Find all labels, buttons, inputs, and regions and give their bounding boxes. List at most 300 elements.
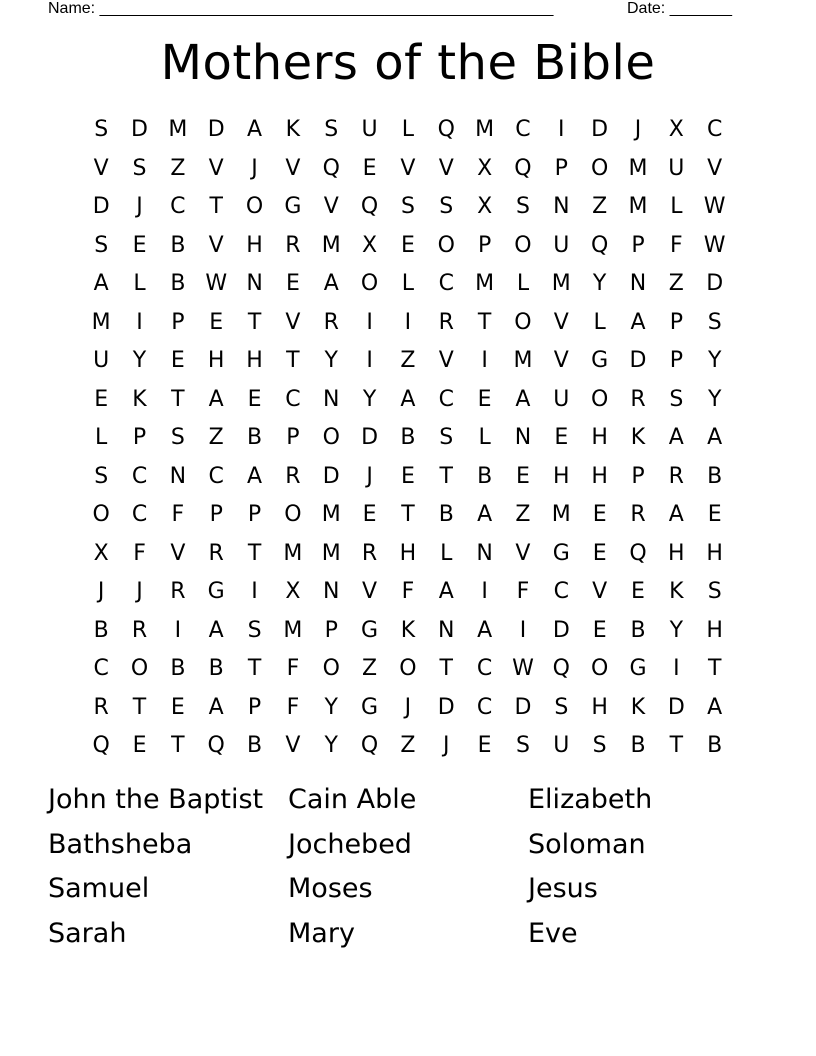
grid-letter: L bbox=[401, 271, 415, 297]
grid-letter: S bbox=[707, 309, 722, 335]
grid-letter: M bbox=[321, 540, 341, 566]
grid-letter: Q bbox=[322, 155, 340, 181]
grid-letter: S bbox=[439, 425, 454, 451]
grid-letter: P bbox=[286, 425, 300, 451]
grid-letter: Z bbox=[400, 348, 416, 374]
grid-letter: P bbox=[247, 502, 262, 528]
grid-letter: E bbox=[362, 502, 377, 528]
grid-letter: S bbox=[94, 463, 109, 489]
grid-letter: I bbox=[481, 348, 488, 374]
grid-letter: X bbox=[668, 117, 684, 143]
grid-letter: I bbox=[673, 656, 680, 682]
grid-letter: K bbox=[669, 579, 684, 605]
grid-letter: A bbox=[208, 694, 224, 720]
grid-row bbox=[82, 535, 734, 574]
word-bank-item: Samuel bbox=[48, 873, 150, 904]
grid-letter: C bbox=[476, 656, 493, 682]
grid-letter: T bbox=[439, 656, 453, 682]
grid-letter: E bbox=[170, 348, 185, 374]
grid-letter: N bbox=[438, 617, 455, 643]
page-title: Mothers of the Bible bbox=[160, 35, 656, 91]
grid-letter: A bbox=[477, 502, 493, 528]
grid-letter: M bbox=[168, 117, 188, 143]
grid-letter: Q bbox=[360, 733, 379, 759]
grid-letter: E bbox=[516, 463, 530, 489]
grid-letter: P bbox=[631, 463, 645, 489]
grid-letter: L bbox=[516, 271, 530, 297]
grid-letter: B bbox=[477, 463, 493, 489]
grid-letter: N bbox=[246, 271, 263, 297]
grid-letter: L bbox=[440, 540, 453, 566]
grid-letter: J bbox=[97, 579, 105, 605]
grid-letter: E bbox=[247, 386, 262, 412]
grid-letter: Y bbox=[132, 348, 147, 374]
grid-letter: A bbox=[208, 386, 224, 412]
grid-letter: V bbox=[592, 579, 608, 605]
grid-letter: Q bbox=[590, 232, 609, 258]
grid-letter: O bbox=[322, 656, 340, 682]
grid-letter: B bbox=[247, 425, 263, 451]
grid-letter: V bbox=[208, 155, 224, 181]
grid-letter: C bbox=[438, 271, 454, 297]
grid-letter: T bbox=[247, 656, 262, 682]
grid-letter: N bbox=[323, 579, 340, 605]
grid-letter: G bbox=[207, 579, 225, 605]
grid-letter: H bbox=[246, 232, 263, 258]
grid-letter: F bbox=[286, 694, 300, 720]
grid-letter: D bbox=[514, 694, 532, 720]
grid-letter: C bbox=[131, 502, 148, 528]
grid-letter: T bbox=[247, 540, 262, 566]
grid-letter: J bbox=[136, 579, 143, 605]
grid-letter: P bbox=[247, 694, 262, 720]
grid-letter: V bbox=[438, 348, 454, 374]
grid-letter: V bbox=[438, 155, 454, 181]
grid-letter: N bbox=[169, 463, 187, 489]
grid-letter: G bbox=[284, 194, 302, 220]
grid-letter: O bbox=[590, 155, 609, 181]
grid-letter: H bbox=[706, 617, 723, 643]
grid-letter: E bbox=[132, 733, 147, 759]
grid-row bbox=[82, 381, 734, 420]
word-bank-item: Eve bbox=[528, 917, 578, 949]
grid-letter: D bbox=[361, 425, 379, 451]
grid-letter: O bbox=[322, 425, 340, 451]
grid-letter: M bbox=[513, 348, 533, 374]
grid-letter: C bbox=[476, 694, 493, 720]
grid-letter: S bbox=[94, 232, 109, 258]
grid-letter: P bbox=[477, 232, 492, 258]
grid-letter: J bbox=[366, 463, 373, 489]
grid-letter: V bbox=[208, 232, 224, 258]
grid-letter: W bbox=[703, 194, 726, 220]
grid-row bbox=[82, 496, 734, 535]
grid-letter: T bbox=[247, 309, 262, 335]
grid-letter: M bbox=[628, 194, 648, 220]
grid-letter: I bbox=[558, 117, 565, 143]
grid-letter: I bbox=[251, 579, 258, 605]
grid-letter: Q bbox=[437, 117, 455, 143]
grid-letter: M bbox=[91, 309, 111, 335]
grid-row bbox=[82, 573, 734, 612]
grid-letter: O bbox=[514, 309, 532, 335]
grid-letter: R bbox=[630, 502, 646, 528]
grid-letter: B bbox=[170, 656, 186, 682]
grid-letter: X bbox=[362, 232, 378, 258]
grid-letter: I bbox=[366, 348, 373, 374]
grid-letter: Q bbox=[92, 733, 110, 759]
grid-letter: E bbox=[285, 271, 300, 297]
grid-letter: C bbox=[208, 463, 224, 489]
grid-letter: Y bbox=[324, 694, 338, 720]
grid-letter: A bbox=[400, 386, 416, 412]
grid-letter: T bbox=[209, 194, 223, 220]
grid-letter: X bbox=[477, 194, 493, 220]
grid-letter: R bbox=[170, 579, 186, 605]
grid-letter: U bbox=[361, 117, 378, 143]
header-fields bbox=[48, 0, 748, 20]
grid-letter: T bbox=[401, 502, 415, 528]
grid-letter: E bbox=[362, 155, 377, 181]
grid-letter: T bbox=[439, 463, 453, 489]
grid-letter: M bbox=[475, 271, 495, 297]
grid-letter: O bbox=[514, 232, 532, 258]
grid-letter: N bbox=[553, 194, 570, 220]
grid-letter: D bbox=[667, 694, 685, 720]
grid-letter: N bbox=[514, 425, 532, 451]
grid-letter: E bbox=[209, 309, 224, 335]
grid-letter: D bbox=[706, 271, 724, 297]
grid-letter: F bbox=[171, 502, 185, 528]
grid-letter: I bbox=[366, 309, 373, 335]
grid-letter: S bbox=[669, 386, 684, 412]
grid-letter: D bbox=[629, 348, 647, 374]
grid-letter: T bbox=[669, 733, 684, 759]
grid-letter: G bbox=[361, 694, 379, 720]
grid-letter: Q bbox=[360, 194, 379, 220]
grid-row bbox=[82, 419, 734, 458]
grid-letter: Q bbox=[514, 155, 532, 181]
grid-letter: M bbox=[321, 232, 341, 258]
grid-letter: A bbox=[668, 502, 684, 528]
grid-letter: B bbox=[208, 656, 224, 682]
grid-letter: P bbox=[324, 617, 338, 643]
grid-letter: G bbox=[552, 540, 570, 566]
grid-letter: F bbox=[286, 656, 300, 682]
grid-letter: C bbox=[515, 117, 531, 143]
grid-letter: S bbox=[515, 733, 530, 759]
grid-letter: K bbox=[630, 425, 646, 451]
grid-letter: L bbox=[593, 309, 606, 335]
grid-letter: M bbox=[475, 117, 495, 143]
grid-letter: V bbox=[93, 155, 109, 181]
grid-row bbox=[82, 727, 734, 766]
grid-letter: H bbox=[668, 540, 685, 566]
grid-letter: D bbox=[207, 117, 225, 143]
grid-letter: J bbox=[136, 194, 143, 220]
grid-letter: Y bbox=[324, 348, 338, 374]
grid-letter: H bbox=[207, 348, 225, 374]
word-bank-item: John the Baptist bbox=[48, 784, 264, 815]
grid-letter: E bbox=[592, 540, 607, 566]
grid-letter: T bbox=[171, 386, 185, 412]
grid-letter: Z bbox=[592, 194, 608, 220]
grid-letter: B bbox=[247, 733, 263, 759]
grid-letter: Y bbox=[669, 617, 684, 643]
grid-letter: D bbox=[591, 117, 609, 143]
grid-row bbox=[82, 227, 734, 266]
grid-letter: H bbox=[553, 463, 570, 489]
grid-letter: S bbox=[170, 425, 185, 451]
word-bank-item: Elizabeth bbox=[528, 784, 653, 815]
grid-row bbox=[82, 689, 734, 728]
grid-letter: N bbox=[476, 540, 493, 566]
grid-letter: B bbox=[438, 502, 454, 528]
grid-letter: A bbox=[668, 425, 684, 451]
grid-letter: O bbox=[437, 232, 455, 258]
grid-letter: V bbox=[553, 309, 569, 335]
grid-letter: E bbox=[592, 502, 607, 528]
grid-letter: V bbox=[515, 540, 531, 566]
grid-letter: E bbox=[707, 502, 722, 528]
grid-letter: J bbox=[634, 117, 642, 143]
grid-letter: K bbox=[400, 617, 416, 643]
grid-letter: J bbox=[443, 733, 450, 759]
grid-letter: M bbox=[628, 155, 648, 181]
grid-letter: A bbox=[515, 386, 531, 412]
grid-letter: U bbox=[553, 232, 570, 258]
grid-letter: R bbox=[131, 617, 148, 643]
grid-letter: V bbox=[170, 540, 186, 566]
grid-letter: B bbox=[93, 617, 109, 643]
grid-letter: S bbox=[132, 155, 147, 181]
word-bank-item: Bathsheba bbox=[48, 828, 193, 860]
grid-letter: E bbox=[400, 463, 415, 489]
grid-letter: Z bbox=[400, 733, 416, 759]
grid-letter: Y bbox=[707, 386, 722, 412]
grid-letter: P bbox=[554, 155, 568, 181]
grid-letter: Y bbox=[707, 348, 722, 374]
grid-letter: S bbox=[592, 733, 607, 759]
grid-letter: K bbox=[132, 386, 147, 412]
grid-letter: A bbox=[93, 271, 109, 297]
grid-letter: I bbox=[519, 617, 527, 643]
grid-row bbox=[82, 650, 734, 689]
word-search-grid bbox=[82, 111, 734, 766]
grid-letter: V bbox=[323, 194, 339, 220]
grid-letter: R bbox=[438, 309, 454, 335]
grid-letter: H bbox=[706, 540, 723, 566]
grid-letter: B bbox=[170, 232, 186, 258]
grid-letter: O bbox=[284, 502, 302, 528]
word-bank-item: Cain Able bbox=[288, 784, 417, 815]
grid-letter: A bbox=[707, 694, 723, 720]
grid-letter: R bbox=[323, 309, 339, 335]
grid-letter: A bbox=[323, 271, 339, 297]
grid-letter: I bbox=[136, 309, 143, 335]
grid-letter: B bbox=[170, 271, 186, 297]
grid-letter: R bbox=[93, 694, 109, 720]
grid-letter: A bbox=[247, 117, 263, 143]
grid-letter: H bbox=[591, 694, 608, 720]
grid-letter: L bbox=[133, 271, 146, 297]
grid-letter: I bbox=[404, 309, 412, 335]
grid-letter: D bbox=[437, 694, 455, 720]
grid-letter: R bbox=[285, 232, 301, 258]
grid-letter: Q bbox=[207, 733, 225, 759]
grid-letter: T bbox=[477, 309, 492, 335]
word-bank-item: Jesus bbox=[528, 873, 598, 904]
grid-letter: O bbox=[245, 194, 264, 220]
grid-letter: H bbox=[246, 348, 263, 374]
word-bank-item: Soloman bbox=[528, 828, 646, 860]
grid-letter: O bbox=[360, 271, 379, 297]
grid-letter: D bbox=[322, 463, 340, 489]
grid-letter: B bbox=[707, 733, 723, 759]
grid-letter: Q bbox=[629, 540, 647, 566]
grid-letter: D bbox=[552, 617, 570, 643]
grid-letter: Z bbox=[668, 271, 684, 297]
grid-row bbox=[82, 150, 734, 189]
grid-letter: S bbox=[94, 117, 109, 143]
grid-letter: V bbox=[707, 155, 723, 181]
grid-letter: E bbox=[400, 232, 415, 258]
grid-letter: C bbox=[131, 463, 148, 489]
grid-letter: H bbox=[399, 540, 417, 566]
grid-letter: L bbox=[670, 194, 683, 220]
grid-letter: O bbox=[130, 656, 149, 682]
grid-letter: O bbox=[399, 656, 417, 682]
grid-letter: W bbox=[205, 271, 228, 297]
grid-letter: O bbox=[92, 502, 110, 528]
grid-letter: A bbox=[630, 309, 646, 335]
grid-letter: F bbox=[401, 579, 415, 605]
grid-letter: Y bbox=[362, 386, 377, 412]
grid-letter: Q bbox=[552, 656, 570, 682]
grid-row bbox=[82, 304, 734, 343]
name-field-label: Name: ___________________________________________________ bbox=[48, 0, 554, 17]
grid-letter: T bbox=[707, 656, 722, 682]
grid-letter: N bbox=[629, 271, 647, 297]
grid-letter: D bbox=[92, 194, 110, 220]
grid-letter: A bbox=[438, 579, 454, 605]
grid-letter: H bbox=[591, 463, 608, 489]
grid-letter: Z bbox=[208, 425, 224, 451]
word-bank-item: Mary bbox=[288, 917, 355, 949]
grid-letter: V bbox=[285, 309, 301, 335]
grid-row bbox=[82, 111, 734, 150]
grid-letter: M bbox=[283, 617, 303, 643]
grid-letter: B bbox=[630, 617, 646, 643]
grid-letter: W bbox=[703, 232, 726, 258]
grid-letter: B bbox=[630, 733, 646, 759]
grid-letter: B bbox=[400, 425, 416, 451]
grid-letter: V bbox=[285, 155, 301, 181]
grid-letter: S bbox=[247, 617, 262, 643]
grid-letter: P bbox=[171, 309, 185, 335]
grid-letter: C bbox=[438, 386, 454, 412]
grid-letter: M bbox=[321, 502, 341, 528]
grid-letter: V bbox=[553, 348, 569, 374]
word-bank-item: Moses bbox=[288, 873, 373, 904]
grid-letter: C bbox=[170, 194, 186, 220]
grid-letter: P bbox=[631, 232, 645, 258]
grid-letter: T bbox=[286, 348, 300, 374]
grid-letter: E bbox=[554, 425, 569, 451]
grid-letter: A bbox=[707, 425, 723, 451]
grid-letter: U bbox=[553, 733, 570, 759]
grid-letter: R bbox=[668, 463, 684, 489]
grid-letter: L bbox=[401, 117, 415, 143]
grid-letter: S bbox=[707, 579, 722, 605]
grid-letter: R bbox=[630, 386, 646, 412]
grid-letter: S bbox=[554, 694, 569, 720]
grid-letter: A bbox=[477, 617, 493, 643]
grid-letter: R bbox=[285, 463, 301, 489]
grid-letter: L bbox=[95, 425, 108, 451]
grid-letter: T bbox=[132, 694, 147, 720]
grid-letter: B bbox=[707, 463, 723, 489]
grid-letter: V bbox=[400, 155, 416, 181]
grid-letter: N bbox=[323, 386, 340, 412]
word-bank-item: Jochebed bbox=[288, 828, 412, 860]
grid-letter: E bbox=[170, 694, 185, 720]
grid-letter: E bbox=[631, 579, 645, 605]
grid-letter: C bbox=[93, 656, 109, 682]
grid-letter: S bbox=[515, 194, 530, 220]
grid-letter: P bbox=[669, 309, 683, 335]
grid-letter: P bbox=[669, 348, 683, 374]
grid-letter: S bbox=[324, 117, 339, 143]
grid-letter: X bbox=[93, 540, 109, 566]
grid-row bbox=[82, 188, 734, 227]
grid-letter: A bbox=[247, 463, 263, 489]
grid-letter: V bbox=[285, 733, 301, 759]
word-bank-item: Sarah bbox=[48, 917, 127, 949]
grid-letter: I bbox=[481, 579, 488, 605]
grid-letter: R bbox=[361, 540, 378, 566]
grid-letter: T bbox=[171, 733, 185, 759]
grid-letter: M bbox=[551, 502, 571, 528]
grid-letter: R bbox=[208, 540, 224, 566]
grid-letter: S bbox=[439, 194, 454, 220]
date-field-label: Date: _______ bbox=[627, 0, 732, 17]
grid-letter: P bbox=[209, 502, 223, 528]
grid-letter: Y bbox=[324, 733, 338, 759]
grid-letter: U bbox=[668, 155, 685, 181]
grid-letter: U bbox=[553, 386, 570, 412]
grid-letter: X bbox=[477, 155, 493, 181]
grid-letter: G bbox=[629, 656, 647, 682]
grid-letter: E bbox=[94, 386, 109, 412]
grid-letter: O bbox=[590, 656, 609, 682]
grid-letter: D bbox=[131, 117, 148, 143]
grid-letter: L bbox=[478, 425, 491, 451]
grid-letter: E bbox=[477, 733, 492, 759]
grid-letter: Z bbox=[362, 656, 378, 682]
grid-letter: K bbox=[630, 694, 646, 720]
grid-letter: E bbox=[592, 617, 607, 643]
grid-letter: Z bbox=[170, 155, 186, 181]
grid-letter: V bbox=[362, 579, 378, 605]
grid-letter: J bbox=[251, 155, 258, 181]
grid-letter: M bbox=[283, 540, 303, 566]
grid-letter: C bbox=[285, 386, 301, 412]
grid-letter: S bbox=[400, 194, 415, 220]
grid-letter: G bbox=[591, 348, 609, 374]
grid-row bbox=[82, 265, 734, 304]
grid-letter: K bbox=[285, 117, 301, 143]
